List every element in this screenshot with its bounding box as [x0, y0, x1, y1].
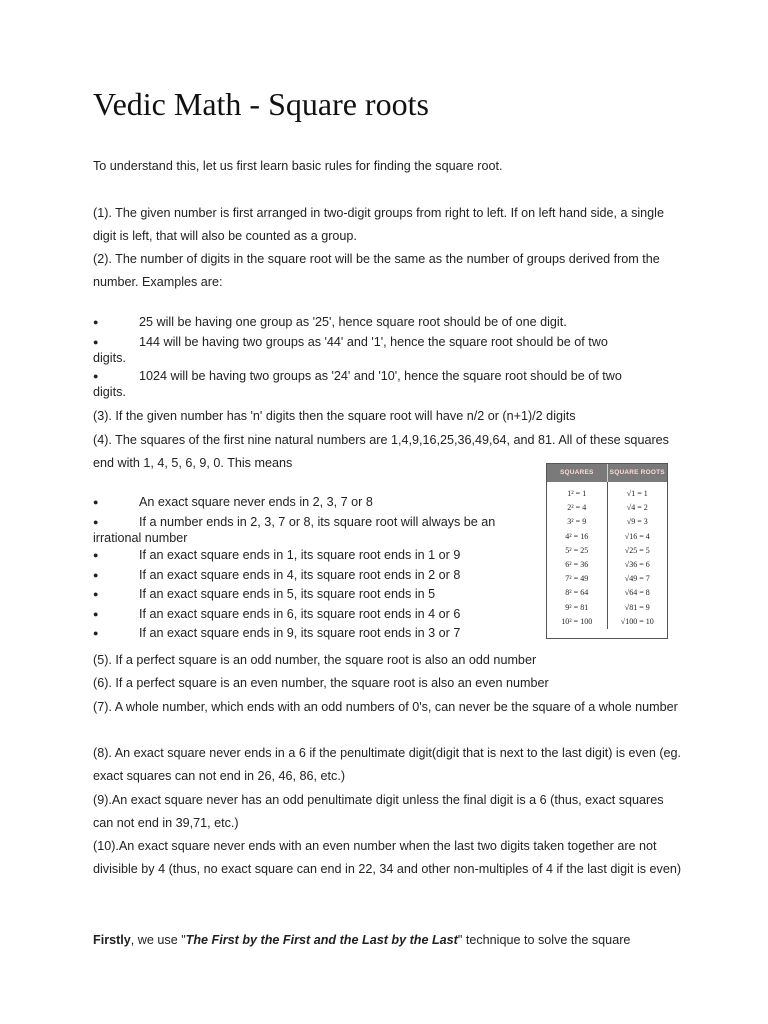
list-item-text: If an exact square ends in 4, its square root ends in 2 or 8	[139, 568, 461, 582]
bullet-icon: ●	[93, 371, 99, 381]
table-cell-root: √4 = 2	[626, 503, 648, 513]
firstly-mid: , we use "	[130, 933, 186, 947]
bullet-icon: ●	[93, 337, 99, 347]
page-title: Vedic Math - Square roots	[93, 86, 429, 122]
bullet-icon: ●	[93, 517, 99, 527]
list-item-text: 1024 will be having two groups as '24' and '10', hence the square root should be of two	[139, 369, 622, 383]
rule-8: (8). An exact square never ends in a 6 if the penultimate digit(digit that is next to the last digit) is even (eg. exact squares can not end in 26, 46, 86, etc.)	[93, 746, 682, 783]
list-item-text: If an exact square ends in 1, its square root ends in 1 or 9	[139, 548, 461, 562]
list-item-text: 144 will be having two groups as '44' and '1', hence the square root should be of two	[139, 335, 608, 349]
bullet-icon: ●	[93, 589, 99, 599]
table-cell-root: √36 = 6	[624, 559, 650, 569]
list-item-text: An exact square never ends in 2, 3, 7 or 8	[139, 495, 373, 509]
bullet-icon: ●	[93, 570, 99, 580]
table-cell-root: √25 = 5	[624, 545, 650, 555]
bullet-icon: ●	[93, 317, 99, 327]
header-square-roots: SQUARE ROOTS	[607, 464, 668, 482]
firstly-tail: " technique to solve the square	[457, 933, 631, 947]
firstly-lead: Firstly	[93, 933, 131, 947]
table-cell-square: 9² = 81	[565, 602, 589, 612]
table-cell-root: √81 = 9	[624, 602, 650, 612]
list-item-text-wrap: digits.	[93, 385, 126, 399]
table-cell-square: 10² = 100	[561, 616, 593, 626]
table-cell-root: √9 = 3	[626, 517, 648, 527]
firstly-paragraph	[93, 929, 683, 952]
bullet-icon: ●	[93, 628, 99, 638]
list-item-text-wrap: digits.	[93, 351, 126, 365]
table-cell-square: 7² = 49	[565, 574, 589, 584]
table-cell-root: √16 = 4	[624, 531, 650, 541]
rule-5: (5). If a perfect square is an odd number, the square root is also an odd number	[93, 653, 537, 667]
table-cell-square: 8² = 64	[565, 588, 589, 598]
bullet-icon: ●	[93, 497, 99, 507]
rule-4: (4). The squares of the first nine natural numbers are 1,4,9,16,25,36,49,64, and 81. All of these squares end with 1, 4, 5, 6, 9, 0. This means	[93, 433, 669, 470]
rule-2: (2). The number of digits in the square root will be the same as the number of groups derived from the number. Examples are:	[93, 252, 660, 289]
rule-3: (3). If the given number has 'n' digits then the square root will have n/2 or (n+1)/2 digits	[93, 409, 576, 423]
squares-column	[547, 482, 607, 629]
table-cell-square: 6² = 36	[565, 559, 589, 569]
rule-6: (6). If a perfect square is an even number, the square root is also an even number	[93, 676, 549, 690]
list-item-text: 25 will be having one group as '25', hence square root should be of one digit.	[139, 315, 567, 329]
roots-column	[607, 482, 668, 629]
squares-table	[546, 463, 668, 639]
list-item-text: If a number ends in 2, 3, 7 or 8, its square root will always be an	[139, 515, 496, 529]
header-squares: SQUARES	[559, 469, 594, 476]
table-cell-square: 4² = 16	[565, 531, 589, 541]
table-cell-root: √64 = 8	[624, 588, 650, 598]
table-cell-square: 3² = 9	[567, 517, 587, 527]
table-cell-square: 1² = 1	[567, 489, 587, 498]
table-cell-square: 5² = 25	[565, 545, 589, 555]
technique-name: The First by the First and the Last by the Last	[185, 933, 458, 947]
list-item-text-wrap: irrational number	[93, 531, 188, 545]
table-header	[547, 464, 667, 482]
bullet-icon: ●	[93, 609, 99, 619]
list-item-text: If an exact square ends in 9, its square root ends in 3 or 7	[139, 626, 461, 640]
table-cell-square: 2² = 4	[567, 503, 587, 513]
rule-9: (9).An exact square never has an odd penultimate digit unless the final digit is a 6 (thus, exact squares can not end in 39,71, etc.)	[93, 793, 664, 830]
list-item-text: If an exact square ends in 6, its square root ends in 4 or 6	[139, 607, 461, 621]
rule-7: (7). A whole number, which ends with an odd numbers of 0's, can never be the square of a whole number	[93, 700, 678, 714]
table-body	[547, 482, 667, 629]
list-item-text: If an exact square ends in 5, its square root ends in 5	[139, 587, 436, 601]
table-cell-root: √49 = 7	[624, 574, 650, 584]
table-cell-root: √1 = 1	[626, 489, 648, 498]
rule-10: (10).An exact square never ends with an even number when the last two digits taken together are not divisible by 4 (thus, no exact square can end in 22, 34 and other non-multiples of 4 if the last digit is even)	[93, 839, 682, 876]
rule-1: (1). The given number is first arranged in two-digit groups from right to left. If on left hand side, a single digit is left, that will also be counted as a group.	[93, 206, 664, 243]
intro-paragraph: To understand this, let us first learn basic rules for finding the square root.	[93, 159, 503, 173]
table-cell-root: √100 = 10	[620, 616, 654, 626]
bullet-icon: ●	[93, 550, 99, 560]
